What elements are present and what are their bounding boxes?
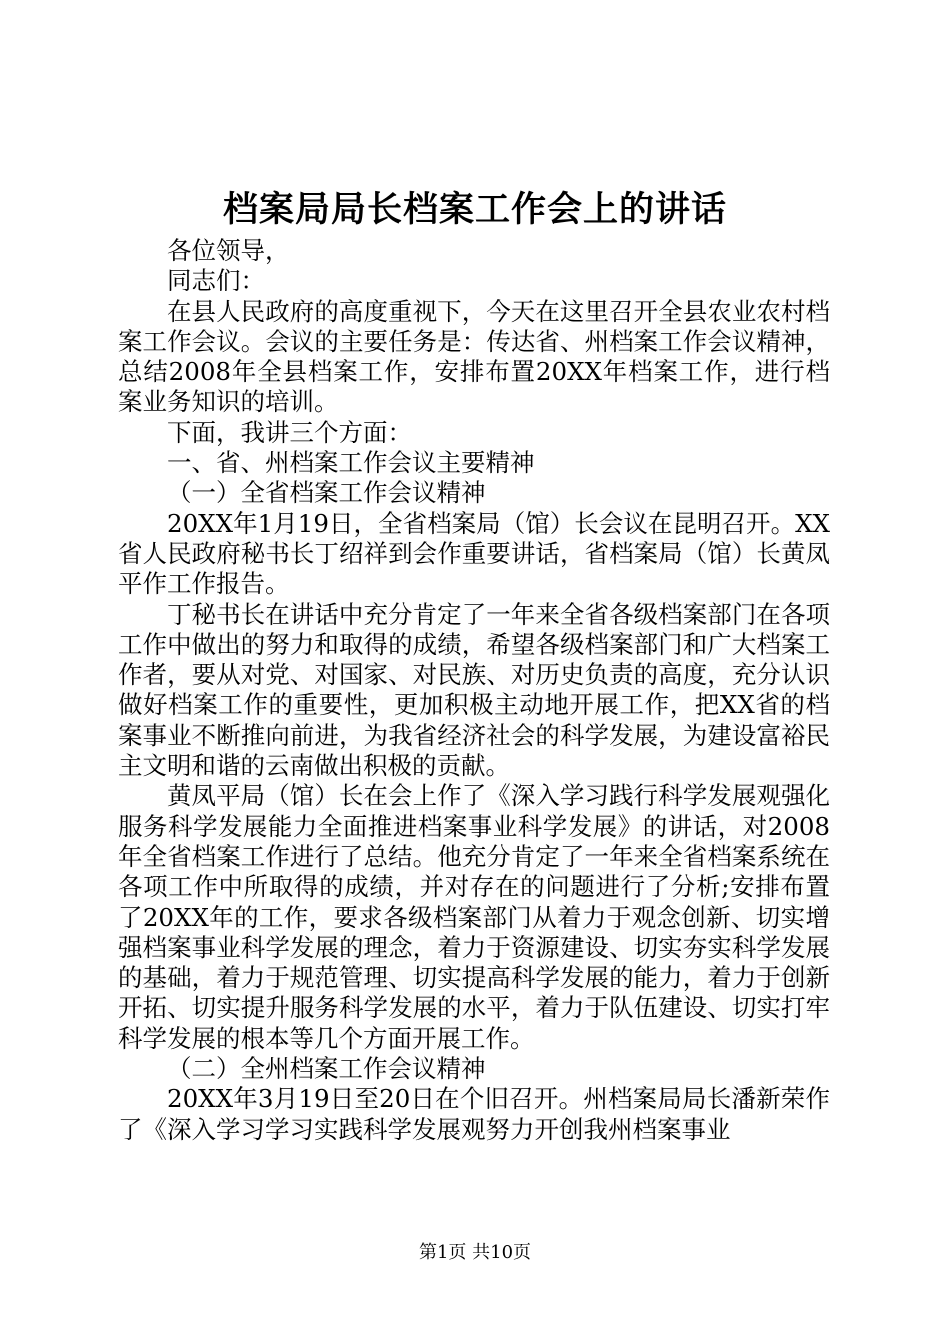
paragraph-prefecture-meeting: 20XX年3月19日至20日在个旧召开。州档案局局长潘新荣作了《深入学习学习实践科学发展观努力开创我州档案事业 (118, 1084, 830, 1144)
paragraph-director-report: 黄凤平局（馆）长在会上作了《深入学习践行科学发展观强化服务科学发展能力全面推进档案事业科学发展》的讲话，对2008年全省档案工作进行了总结。他充分肯定了一年来全省档案系统在各项工作中所取得的成绩，并对存在的问题进行了分析;安排布置了20XX年的工作，要求各级档案部门从着力于观念创新、切实增强档案事业科学发展的理念，着力于资源建设、切实夯实科学发展的基础，着力于规范管理、切实提高科学发展的能力，着力于创新开拓、切实提升服务科学发展的水平，着力于队伍建设、切实打牢科学发展的根本等几个方面开展工作。 (118, 781, 830, 1053)
paragraph-secretary-speech: 丁秘书长在讲话中充分肯定了一年来全省各级档案部门在各项工作中做出的努力和取得的成绩，希望各级档案部门和广大档案工作者，要从对党、对国家、对民族、对历史负责的高度，充分认识做好档案工作的重要性，更加积极主动地开展工作，把XX省的档案事业不断推向前进，为我省经济社会的科学发展，为建设富裕民主文明和谐的云南做出积极的贡献。 (118, 599, 830, 781)
page-number-footer: 第1页 共10页 (418, 1242, 532, 1263)
subsection-heading-2: （二）全州档案工作会议精神 (167, 1054, 486, 1084)
paragraph-outline: 下面，我讲三个方面： (167, 417, 412, 447)
section-heading-1: 一、省、州档案工作会议主要精神 (167, 448, 535, 478)
paragraph-intro: 在县人民政府的高度重视下，今天在这里召开全县农业农村档案工作会议。会议的主要任务是：传达省、州档案工作会议精神，总结2008年全县档案工作，安排布置20XX年档案工作，进行档案业务知识的培训。 (118, 296, 830, 417)
salutation-leaders: 各位领导， (167, 236, 290, 265)
document-title: 档案局局长档案工作会上的讲话 (222, 189, 727, 230)
document-body (118, 236, 830, 1145)
subsection-heading-1: （一）全省档案工作会议精神 (167, 478, 486, 508)
salutation-comrades: 同志们： (167, 266, 265, 296)
paragraph-provincial-meeting: 20XX年1月19日，全省档案局（馆）长会议在昆明召开。XX省人民政府秘书长丁绍祥到会作重要讲话，省档案局（馆）长黄凤平作工作报告。 (118, 508, 830, 599)
